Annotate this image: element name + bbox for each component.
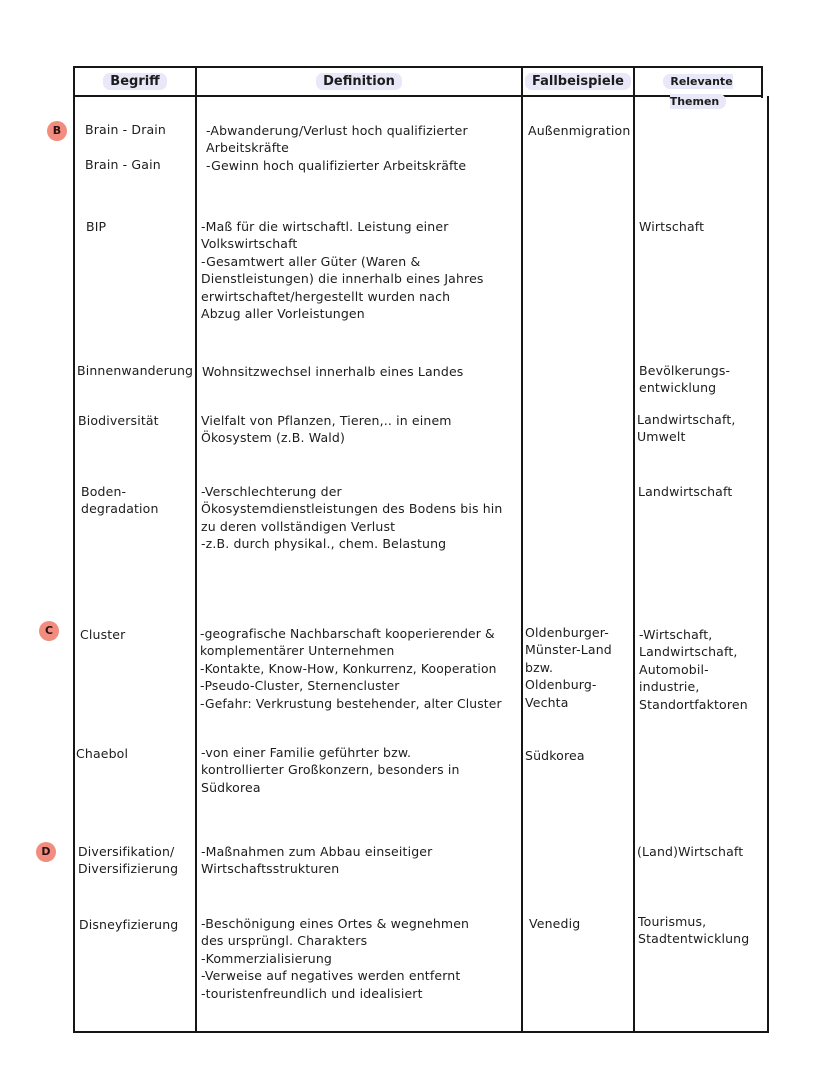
header-relevante-themen: Relevante Themen (635, 72, 761, 92)
topics-bodendegradation: Landwirtschaft (638, 484, 733, 499)
letter-badge-c: C (39, 621, 59, 641)
definition-binnenwanderung: Wohnsitzwechsel innerhalb eines Landes (202, 364, 464, 379)
definition-brain-drain: -Abwanderung/Verlust hoch qualifizierter Arbeitskräfte -Gewinn hoch qualifizierter Arbeitskräfte (206, 123, 468, 173)
header-begriff: Begriff (75, 72, 195, 92)
letter-badge-b: B (47, 121, 67, 141)
term-bip: BIP (86, 219, 107, 234)
example-cluster: Oldenburger- Münster-Land bzw. Oldenburg- Vechta (525, 625, 612, 710)
example-chaebol: Südkorea (525, 748, 585, 763)
term-binnenwanderung: Binnenwanderung (77, 363, 194, 378)
term-bodendegradation: Boden- degradation (81, 484, 159, 517)
topics-biodiversitaet: Landwirtschaft, Umwelt (637, 412, 736, 445)
term-brain-drain: Brain - Drain (85, 122, 166, 137)
definition-biodiversitaet: Vielfalt von Pflanzen, Tieren,.. in einem Ökosystem (z.B. Wald) (201, 413, 452, 446)
table-right-border (761, 66, 763, 98)
definition-bip: -Maß für die wirtschaftl. Leistung einer Volkswirtschaft -Gesamtwert aller Güter (Waren & Dienstleistungen) die innerhalb eines Jahres erwirtschaftet/hergestellt wurden nach Abzug aller Vorleistungen (201, 219, 484, 322)
definition-chaebol: -von einer Familie geführter bzw. kontrollierter Großkonzern, besonders in Südkorea (201, 745, 460, 795)
column-divider-3 (633, 66, 635, 1033)
term-biodiversitaet: Biodiversität (78, 413, 159, 428)
letter-badge-d: D (36, 842, 56, 862)
definition-diversifikation: -Maßnahmen zum Abbau einseitiger Wirtschaftsstrukturen (201, 844, 433, 877)
definition-cluster: -geografische Nachbarschaft kooperierender & komplementärer Unternehmen -Kontakte, Know-How, Konkurrenz, Kooperation -Pseudo-Cluster, Sternencluster -Gefahr: Verkrustung bestehender, alter Cluster (200, 627, 502, 711)
term-brain-gain: Brain - Gain (85, 157, 161, 172)
topics-cluster: -Wirtschaft, Landwirtschaft, Automobil- industrie, Standortfaktoren (639, 627, 748, 712)
table-left-border (73, 66, 75, 1033)
term-disneyfizierung: Disneyfizierung (79, 917, 179, 932)
term-chaebol: Chaebol (76, 746, 129, 761)
table-bottom-border (73, 1031, 769, 1033)
topics-bip: Wirtschaft (639, 219, 705, 234)
header-definition: Definition (197, 72, 521, 92)
topics-diversifikation: (Land)Wirtschaft (637, 844, 744, 859)
column-divider-1 (195, 66, 197, 1033)
topics-binnenwanderung: Bevölkerungs- entwicklung (639, 363, 731, 396)
table-top-border (73, 66, 763, 68)
topics-disneyfizierung: Tourismus, Stadtentwicklung (638, 914, 750, 947)
example-disneyfizierung: Venedig (529, 916, 581, 931)
example-brain-drain: Außenmigration (528, 123, 631, 138)
table-right-border-lower (767, 96, 769, 1033)
definition-bodendegradation: -Verschlechterung der Ökosystemdienstleistungen des Bodens bis hin zu deren vollständigen Verlust -z.B. durch physikal., chem. Belastung (201, 484, 503, 552)
column-divider-2 (521, 66, 523, 1033)
header-fallbeispiele: Fallbeispiele (523, 72, 633, 92)
header-separator (73, 95, 763, 97)
term-diversifikation: Diversifikation/ Diversifizierung (78, 844, 179, 877)
term-cluster: Cluster (80, 627, 126, 642)
definition-disneyfizierung: -Beschönigung eines Ortes & wegnehmen des ursprüngl. Charakters -Kommerzialisierung -Verweise auf negatives werden entfernt -touristenfreundlich und idealisiert (201, 916, 470, 1001)
